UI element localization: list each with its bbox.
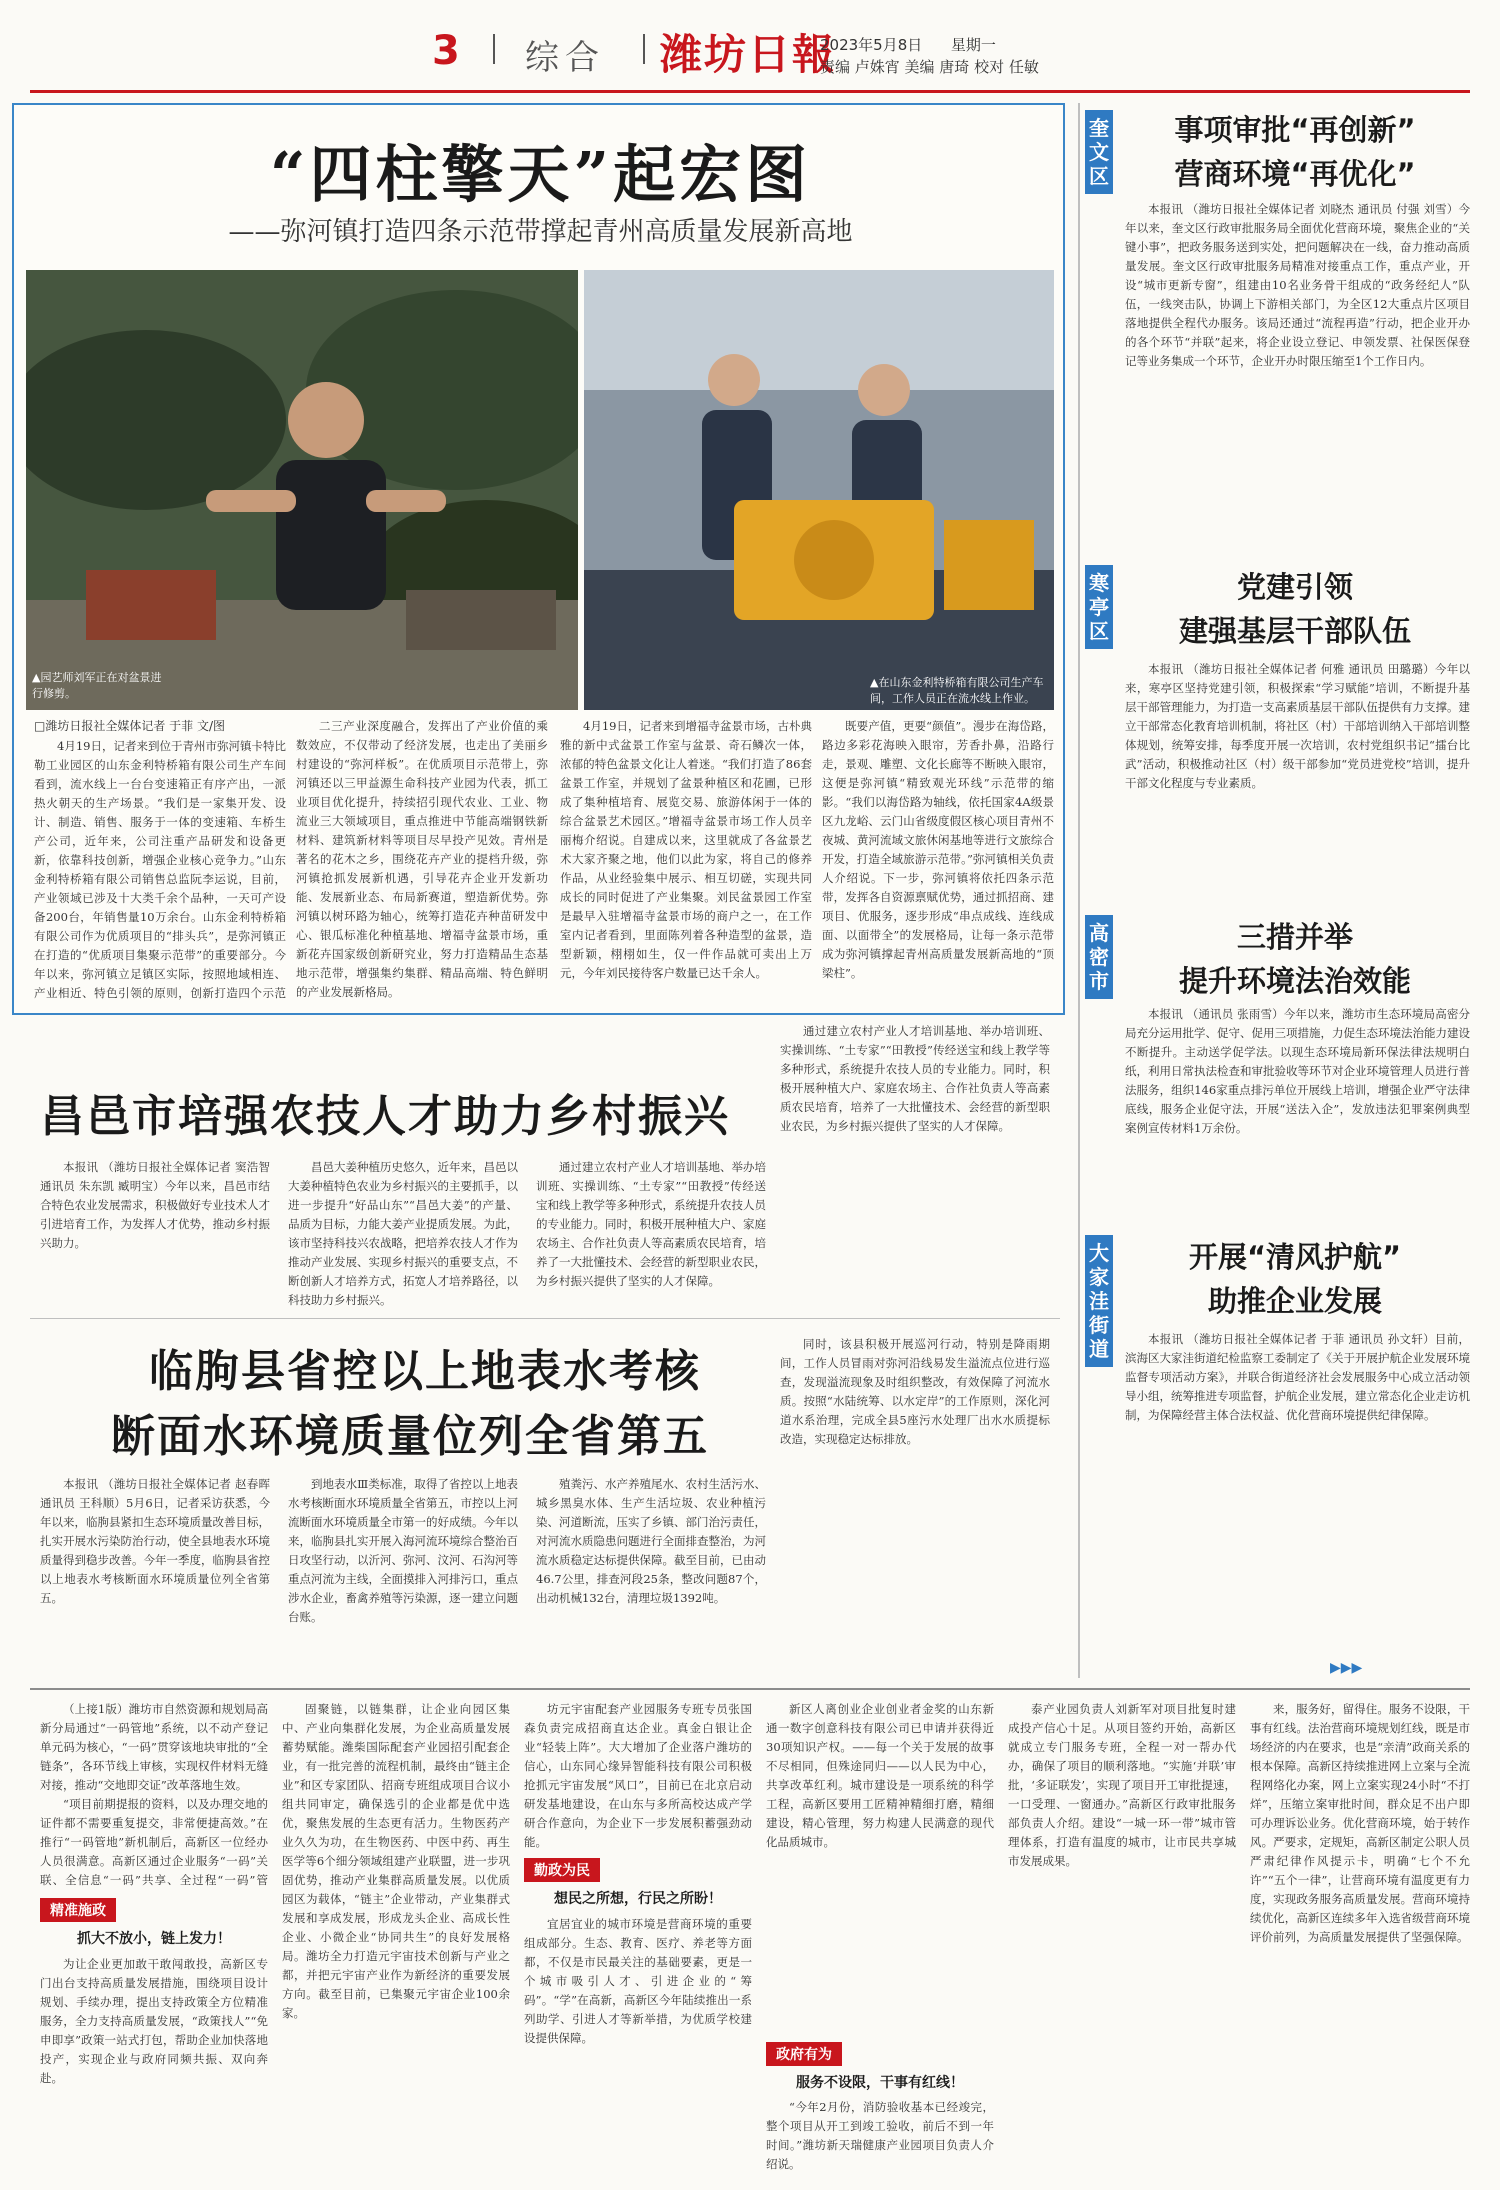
bottom-col1-body2: 为让企业更加敢干敢闯敢投，高新区专门出台支持高质量发展措施，围绕项目设计规划、手续办理，提出支持政策全方位精准服务，全力支持高质量发展，“政策找人”“免申即享”政策一站式打包，帮助企业加快落地投产，实现企业与政府同频共振、双向奔赴。 <box>40 1957 268 2085</box>
story2-column-1: 本报讯 （潍坊日报社全媒体记者 窦浩智 通讯员 朱东凯 臧明宝）今年以来，昌邑市结合特色农业发展需求，积极做好专业技术人才引进培育工作，为发挥人才优势，推动乡村振兴助力。 <box>40 1160 270 1250</box>
factory-photo-illustration <box>584 270 1054 710</box>
lead-headline: “四柱擎天”起宏图 <box>269 138 812 211</box>
header-rule <box>30 90 1470 93</box>
bottom-col2: 固聚链，以链集群，让企业向园区集中、产业向集群化发展，为企业高质量发展蓄势赋能。潍柴国际配套产业园招引配套企业，有一批完善的流程机制，最终由“链主企业”和区专家团队、招商专班组成项目合议小组共同审定，确保选引的企业都是优中选优，聚焦发展的生态更有活力。生物医药产业久久为功，在生物医药、中医中药、再生医学等6个细分领域组建产业联盟，进一步巩固优势，推动产业集群高质量发展。以优质园区为载体，“链主”企业带动，产业集群式发展和享成发展，形成龙头企业、高成长性企业、小微企业“协同共生”的良好发展格局。潍坊全力打造元宇宙技术创新与产业之都，并把元宇宙产业作为新经济的重要发展方向。截至目前，已集聚元宇宙企业100余家。 <box>282 1702 510 2020</box>
section-title: 服务不设限，干事有红线！ <box>796 2075 964 2091</box>
story2-column-4: 通过建立农村产业人才培训基地、举办培训班、实操训练、“土专家”“田教授”传经送宝和线上教学等多种形式，系统提升农技人员的专业能力。同时，积极开展种植大户、家庭农场主、合作社负责人等高素质农民培育，培养了一大批懂技术、会经营的新型职业农民，为乡村振兴提供了坚实的人才保障。 <box>780 1024 1050 1133</box>
lead-subheadline: ——弥河镇打造四条示范带撑起青州高质量发展新高地 <box>228 217 853 247</box>
section-name: 综合 <box>525 38 605 78</box>
paper-logo: 潍坊日報 <box>660 30 837 79</box>
bottom-rule <box>30 1688 1470 1690</box>
lead-column-3: 4月19日，记者来到增福寺盆景市场，古朴典雅的新中式盆景工作室与盆景、奇石鳞次一体，浓郁的特色盆景文化让人着迷。“我们打造了86套盆景工作室，并规划了盆景种植区和花圃，已形成了集种植培育、展览交易、旅游体闲于一体的综合盆景艺术园区。”增福寺盆景市场工作人员辛丽梅介绍说。自建成以来，这里就成了各盆景艺术大家齐聚之地，他们以此为家，将自己的修养作品，从业经验集中展示、相互切磋，实现共同成长的同时促进了产业集聚。刘民盆景园工作室是最早入驻增福寺盆景市场的商户之一，在工作室内记者看到，里面陈列着各种造型的盆景，造型新颖，栩栩如生，仅一件作品就可卖出上万元，今年刘民接待客户数量已达千余人。 <box>560 719 812 980</box>
bottom-col4-body2: “今年2月份，消防验收基本已经竣完，整个项目从开工到竣工验收，前后不到一年时间。”潍坊新天瑞健康产业园项目负责人介绍说。 <box>766 2100 994 2171</box>
brief2-body: 本报讯 （潍坊日报社全媒体记者 何雅 通讯员 田璐璐）今年以来，寒亭区坚持党建引领，积极探索“学习赋能”培训，不断提升基层干部管理能力，为打造一支高素质基层干部队伍提供有力支撑。建立干部常态化教育培训机制，将社区（村）干部培训纳入干部培训整体规划，统筹安排，每季度开展一次培训，农村党组织书记“擂台比武”活动，积极推动社区（村）级干部参加“党员进党校”培训，提升干部文化程度与专业素质。 <box>1125 662 1470 790</box>
section-tag: 勤政为民 <box>524 1858 600 1882</box>
brief3-body: 本报讯 （通讯员 张雨雪）今年以来，潍坊市生态环境局高密分局充分运用批学、促守、促用三项措施，力促生态环境法治能力建设不断提升。主动送学促学法。以现生态环境局新环保法律法规明白纸，利用日常执法检查和审批验收等环节对企业环境管理人员进行普法服务，组织146家重点排污单位开展线上培训，增强企业严守法律底线，服务企业促守法，开展“送法入企”，发放违法犯罪案例典型案例宣传材料1万余份。 <box>1125 1007 1470 1135</box>
story3-headline-line2: 断面水环境质量位列全省第五 <box>111 1411 709 1462</box>
bonsai-photo-illustration <box>26 270 578 710</box>
divider <box>493 34 495 64</box>
lead-story <box>12 103 1065 1015</box>
issue-info <box>820 34 1039 78</box>
story3-column-2: 到地表水Ⅲ类标准，取得了省控以上地表水考核断面水环境质量全省第五，市控以上河流断面水环境质量全市第一的好成绩。今年以来，临朐县扎实开展入海河流环境综合整治百日攻坚行动，以沂河、弥河、汶河、石沟河等重点河流为主线，全面摸排入河排污口，重点涉水企业，畜禽养殖等污染源，逐一建立问题台账。 <box>288 1477 518 1624</box>
bottom-col4: 新区人离创业企业创业者金奖的山东新通一数字创意科技有限公司已申请并获得近30项知识产权。——每一个关于发展的故事不尽相同，但殊途同归——以人民为中心，共享改革红利。城市建设是一项系统的科学工程，高新区要用工匠精神精细打磨，精细建设，精心管理，努力构建人民满意的现代化品质城市。 <box>766 1702 994 1849</box>
story3-column-4: 同时，该县积极开展巡河行动，特别是降雨期间，工作人员冒雨对弥河沿线易发生溢流点位进行巡查，发现溢流现象及时组织整改，有效保障了河流水质。按照“水陆统筹、以水定岸”的工作原则，深化河道水系治理，完成全县5座污水处理厂出水水质提标改造，实现稳定达标排放。 <box>780 1337 1050 1446</box>
bottom-col6: 来，服务好，留得住。服务不设限，干事有红线。法治营商环境规划红线，既是市场经济的内在要求，也是“亲清”政商关系的根本保障。高新区持续推进网上立案与全流程网络化办案，网上立案实现24小时“不打烊”，压缩立案审批时间，群众足不出户即可办理诉讼业务。优化营商环境，始于转作风。严要求，定规矩，高新区制定公职人员严肃纪律作风提示卡，明确“七个不允许”“五个一律”，让营商环境有温度更有力度，实现政务服务高质量发展。营商环境持续优化，高新区连续多年入选省级营商环境评价前列，为高质量发展提供了坚强保障。 <box>1250 1702 1470 1944</box>
brief4-headline: 开展“清风护航” 助推企业发展 <box>1188 1240 1402 1318</box>
lead-byline: □潍坊日报社全媒体记者 于菲 文/图 <box>34 719 226 733</box>
tag-gaomi: 高密市 <box>1085 915 1113 999</box>
brief1-body: 本报讯 （潍坊日报社全媒体记者 刘晓杰 通讯员 付强 刘雪）今年以来，奎文区行政审批服务局全面优化营商环境，聚焦企业的“关键小事”，把政务服务送到实处，把问题解决在一线，奋力推动高质量发展。奎文区行政审批服务局精准对接重点工作，重点产业，开设“城市更新专窗”，组建由10名业务骨干组成的“政务经纪人”队伍，一线突击队，协调上下游相关部门，为全区12大重点片区项目落地提供全程代办服务。该局还通过“流程再造”行动，把企业开办的各个环节“并联”起来，将企业设立登记、申领发票、社保医保登记等业务集成一个环节，企业开办时限压缩至1个工作日内。 <box>1125 202 1470 368</box>
section-title: 想民之所想，行民之所盼！ <box>554 1891 722 1907</box>
section-tag: 政府有为 <box>766 2042 842 2066</box>
story3-column-3: 殖粪污、水产养殖尾水、农村生活污水、城乡黑臭水体、生产生活垃圾、农业种植污染、河道断流，压实了乡镇、部门治污责任，对河流水质隐患问题进行全面排查整治，为河流水质稳定达标提供保障。截至目前，已由动46.7公里，排查河段25条，整改问题87个，出动机械132台，清理垃圾1392吨。 <box>536 1477 766 1605</box>
issue-staff: 责编 卢姝宵 美编 唐琦 校对 任敏 <box>820 58 1039 76</box>
lead-column-4: 既要产值，更要“颜值”。漫步在海岱路，路边多彩花海映入眼帘，芳香扑鼻，沿路行走，景观、雕塑、文化长廊等不断映入眼帘，这便是弥河镇“精致观光环线”示范带的缩影。“我们以海岱路为轴线，依托国家4A级景区九龙峪、云门山省级度假区核心项目青州不夜城、黄河流域文旅休闲基地等进行文旅综合开发，打造全域旅游示范带。”弥河镇相关负责人介绍说。下一步，弥河镇将依托四条示范带，发挥各自资源禀赋优势，通过抓招商、建项目、优服务，逐步形成“串点成线、连线成面、以面带全”的发展格局，让每一条示范带成为弥河镇撑起青州高质量发展新高地的“顶梁柱”。 <box>822 719 1054 980</box>
brief3-headline: 三措并举 提升环境法治效能 <box>1178 920 1411 998</box>
lead-column-2: 二三产业深度融合，发挥出了产业价值的乘数效应，不仅带动了经济发展，也走出了美丽乡村建设的“弥河样板”。在优质项目示范带上，弥河镇还以三甲益源生命科技产业园为代表，抓工业项目优化提升，持续招引现代农业、工业、物流业三大领域项目，重点推进中节能高端钢铁新材料、建筑新材料等项目尽早投产见效。青州是著名的花木之乡，围绕花卉产业的提档升级，弥河镇抢抓发展新机遇，引导花卉企业开发新功能、发展新业态、布局新赛道，塑造新优势。弥河镇以树环路为轴心，统筹打造花卉种苗研发中心、银瓜标准化种植基地、增福寺盆景市场，重新花卉国家级创新研究业，努力打造精品生态基地示范带，增强集约集群、精品高端、特色鲜明的产业发展新格局。 <box>296 719 548 999</box>
divider <box>643 34 645 64</box>
masthead <box>0 0 1500 90</box>
story3-headline-line1: 临朐县省控以上地表水考核 <box>149 1346 701 1397</box>
section-精准施政 <box>40 1898 268 1948</box>
issue-weekday: 星期一 <box>950 36 996 54</box>
tag-dajiawa: 大家洼街道 <box>1085 1235 1113 1367</box>
tag-kuiwen: 奎文区 <box>1085 110 1113 194</box>
section-政府有为 <box>766 2042 994 2092</box>
more-arrow: ▶▶▶ <box>1330 1660 1363 1676</box>
bottom-col3-body2: 宜居宜业的城市环境是营商环境的重要组成部分。生态、教育、医疗、养老等方面都，不仅是市民最关注的基础要素，更是一个城市吸引人才、引进企业的“筹码”。“学”在高新，高新区今年陆续推出一系列助学、引进人才等新举措，为优质学校建设提供保障。 <box>524 1917 752 2045</box>
bonsai-photo <box>26 270 578 710</box>
section-title: 抓大不放小，链上发力！ <box>77 1931 231 1947</box>
story2-column-3: 通过建立农村产业人才培训基地、举办培训班、实操训练、“土专家”“田教授”传经送宝和线上教学等多种形式，系统提升农技人员的专业能力。同时，积极开展种植大户、家庭农场主、合作社负责人等高素质农民培育，培养了一大批懂技术、会经营的新型职业农民，为乡村振兴提供了坚实的人才保障。 <box>536 1160 766 1288</box>
factory-photo <box>584 270 1054 710</box>
brief1-headline: 事项审批“再创新” 营商环境“再优化” <box>1174 113 1416 191</box>
section-tag: 精准施政 <box>40 1898 116 1922</box>
bottom-col3: 坊元宇宙配套产业园服务专班专员张国森负责完成招商直达企业。真金白银让企业“轻装上阵”。大大增加了企业落户潍坊的信心，山东同心缘异智能科技有限公司积极抢抓元宇宙发展“风口”，目前已在北京启动研发基地建设，在山东与多所高校达成产学研合作意向，为企业下一步发展积蓄强劲动能。 <box>524 1702 752 1849</box>
column-rule <box>1078 103 1080 1678</box>
photo-caption-left: ▲园艺师刘军正在对盆景进行修剪。 <box>32 671 162 700</box>
photo-caption-right: ▲在山东金利特桥箱有限公司生产车间，工作人员正在流水线上作业。 <box>870 676 1044 705</box>
page-number: 3 <box>432 28 460 74</box>
story3-column-1: 本报讯 （潍坊日报社全媒体记者 赵春晖 通讯员 王科顺）5月6日，记者采访获悉，今年以来，临朐县紧扣生态环境质量改善目标，扎实开展水污染防治行动，使全县地表水环境质量得到稳步改善。今年一季度，临朐县省控以上地表水考核断面水环境质量位列全省第五。 <box>40 1477 270 1605</box>
lead-column-1: 4月19日，记者来到位于青州市弥河镇卡特比勒工业园区的山东金利特桥箱有限公司生产车间看到，流水线上一台台变速箱正有序产出，一派热火朝天的生产场景。“我们是一家集开发、设计、制造、销售、服务于一体的变速箱、车桥生产公司，近年来，公司注重产品研发和设备更新，依靠科技创新，增强企业核心竞争力。”山东金利特桥箱有限公司销售总监阮李运说，目前，产业领域已涉及十大类千余个品种，一天可产设备200台，年销售量10万余台。山东金利特桥箱有限公司作为优质项目的“排头兵”，是弥河镇正在打造的“优质项目集聚示范带”的重要部分。今年以来，弥河镇立足镇区实际，按照地域相连、产业相近、特色引领的原则，创新打造四个示范 <box>34 739 286 1000</box>
bottom-col5: 泰产业园负责人刘新军对项目批复时建成投产信心十足。从项目签约开始，高新区就成立专门服务专班，全程一对一帮办代办，确保了项目的顺利落地。“实施‘并联’审批，‘多证联发’，实现了项目开工审批提速，一口受理、一窗通办。”高新区行政审批服务部负责人介绍。建设“一城一环一带”城市管理体系，打造有温度的城市，让市民共享城市发展成果。 <box>1008 1702 1236 1868</box>
tag-hanting: 寒亭区 <box>1085 565 1113 649</box>
divider <box>30 1318 1060 1319</box>
bottom-col1-intro: （上接1版）潍坊市自然资源和规划局高新分局通过“一码管地”系统，以不动产登记单元码为核心，“一码”贯穿该地块审批的“全链条”，各环节线上审核，实现权件材料无缝对接，推动“交地即交证”改革落地生效。 “项目前期提报的资料，以及办理交地的证件都不需要重复提交，非常便捷高效。”在推行“一码管地”新机制后，高新区一位经办人员很满意。高新区通过企业服务“一码”关联、全信息“一码”共享、全过程“一码”管 <box>40 1702 268 1887</box>
section-勤政为民 <box>524 1858 752 1908</box>
brief4-body: 本报讯 （潍坊日报社全媒体记者 于菲 通讯员 孙文轩）目前，滨海区大家洼街道纪检监察工委制定了《关于开展护航企业发展环境监督专项活动方案》，并联合街道经济社会发展服务中心成立活动领导小组，统筹推进专项监督，护航企业发展，建立常态化企业走访机制，为保障经营主体合法权益、优化营商环境提供纪律保障。 <box>1125 1332 1470 1422</box>
brief2-headline: 党建引领 建强基层干部队伍 <box>1178 570 1411 648</box>
story2-headline: 昌邑市培强农技人才助力乡村振兴 <box>40 1091 730 1142</box>
issue-date: 2023年5月8日 <box>820 36 923 54</box>
story2-column-2: 昌邑大姜种植历史悠久，近年来，昌邑以大姜种植特色农业为乡村振兴的主要抓手，以进一步提升“好品山东”“昌邑大姜”的产量、品质为目标，力能大姜产业提质发展。为此，该市坚持科技兴农战略，把培养农技人才作为推动产业发展、实现乡村振兴的重要支点，不断创新人才培养方式，拓宽人才培养路径，以科技助力乡村振兴。 <box>288 1160 518 1307</box>
